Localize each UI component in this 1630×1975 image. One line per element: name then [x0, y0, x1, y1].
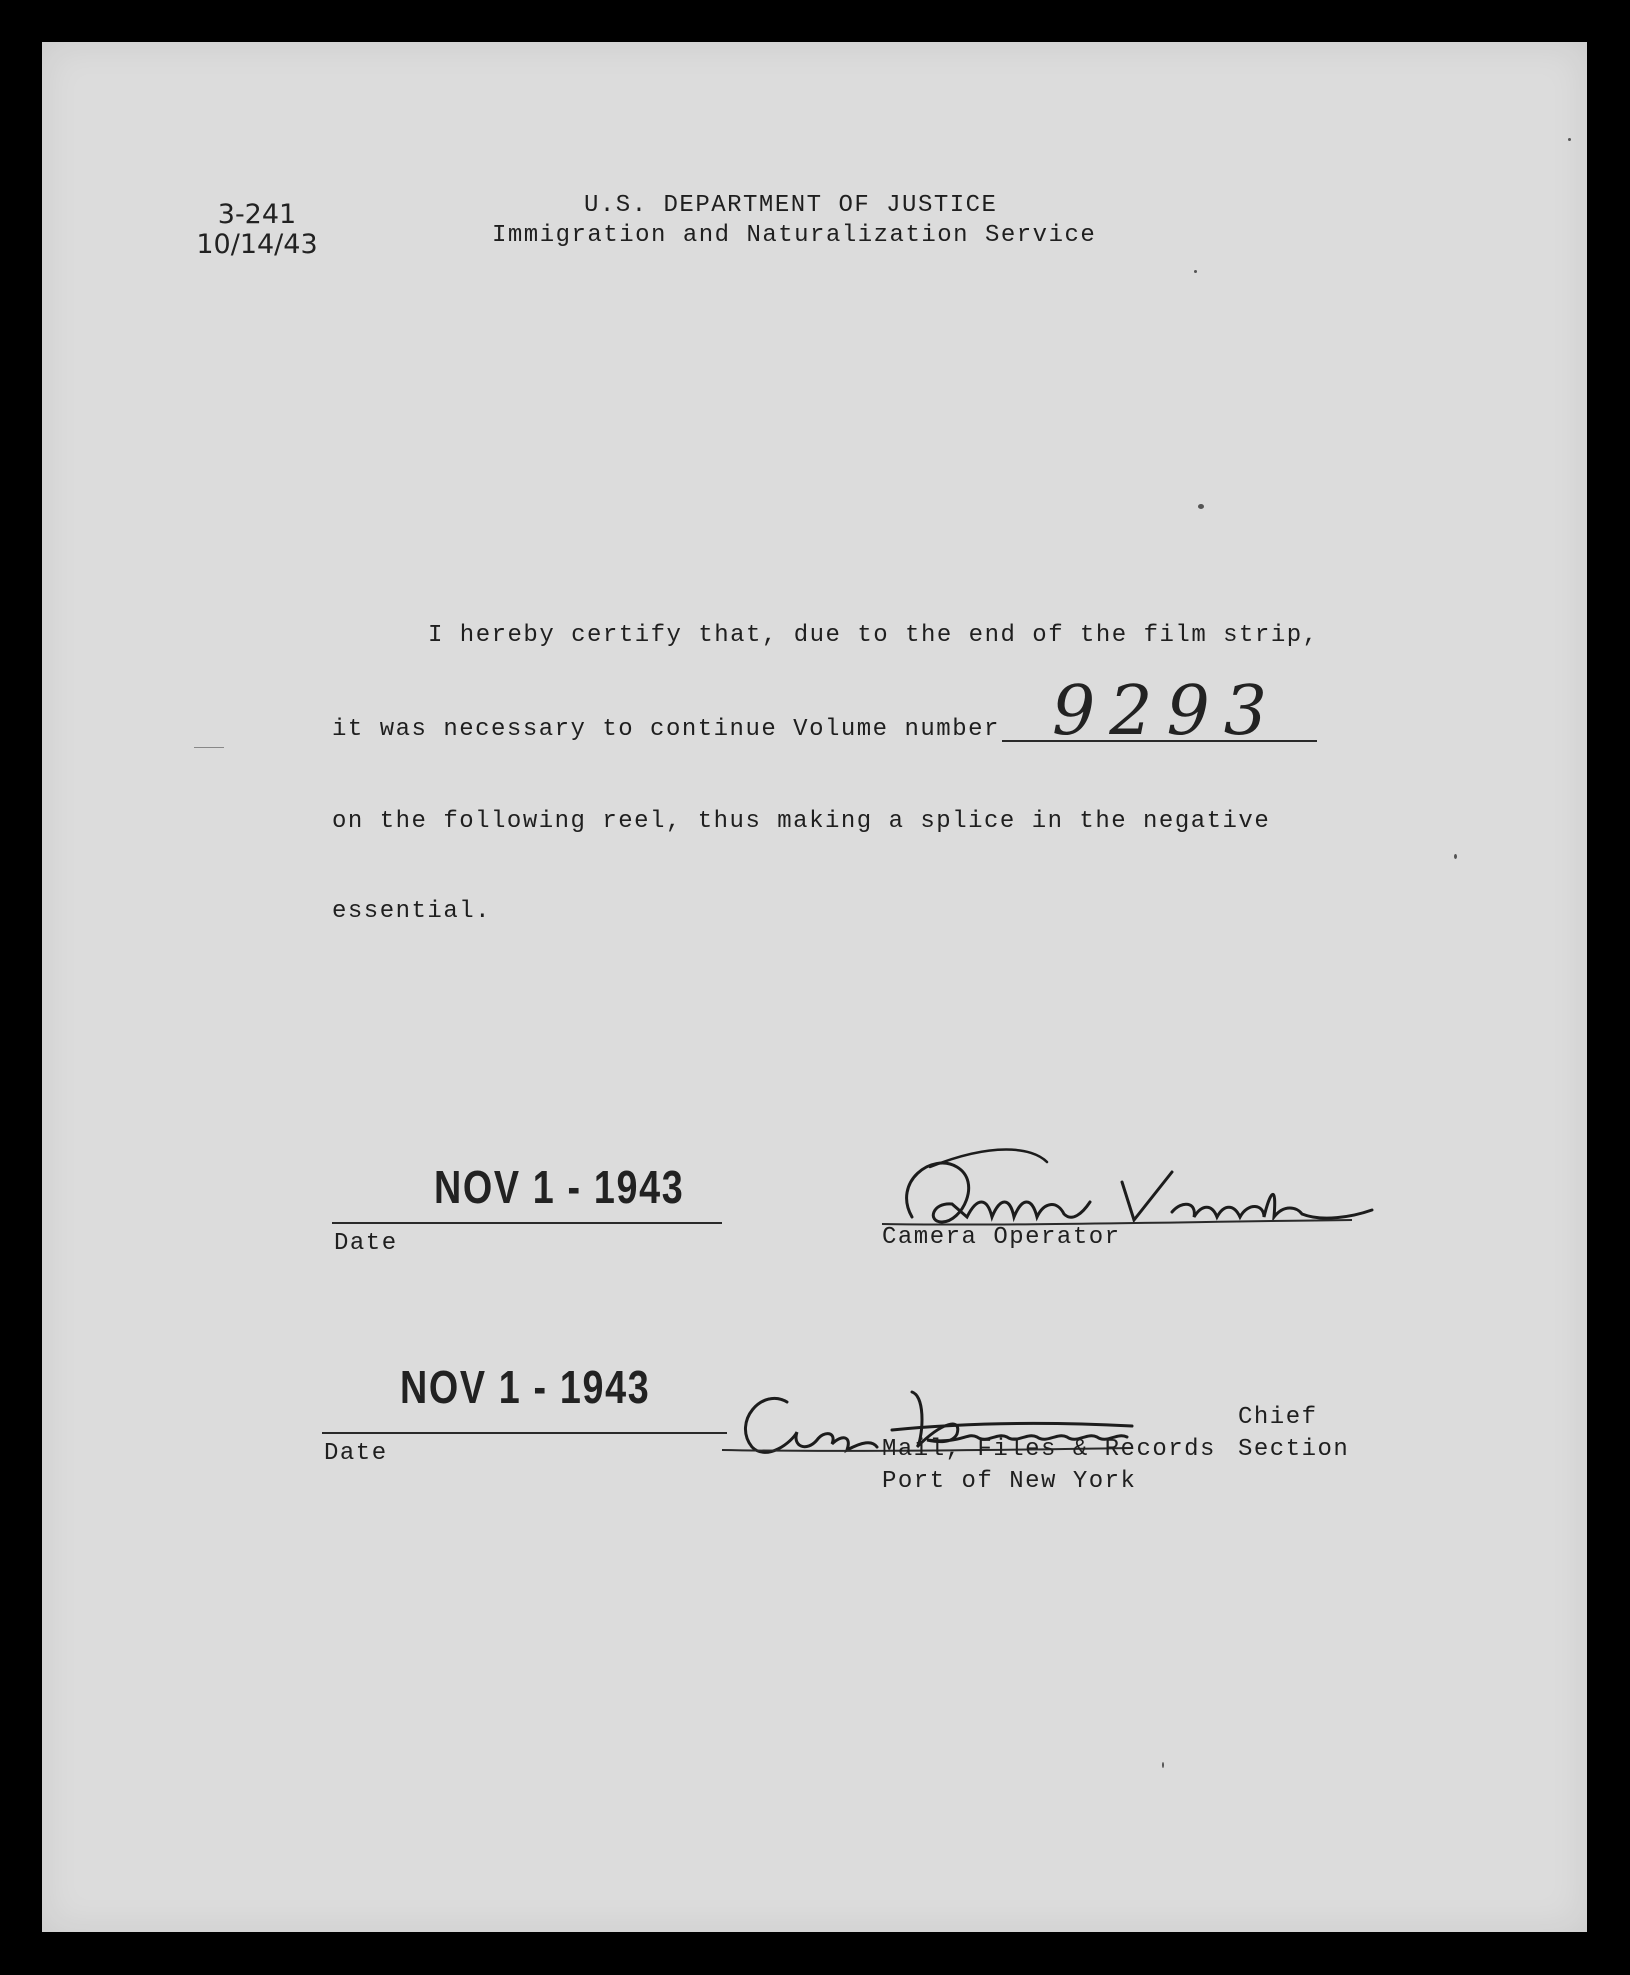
volume-number: 9293	[1052, 672, 1282, 751]
mail-files-records-label: Mail, Files & Records	[882, 1436, 1216, 1463]
camera-operator-date-line	[332, 1222, 722, 1224]
chief-label: Chief	[1238, 1404, 1318, 1431]
certification-line-1: I hereby certify that, due to the end of the film strip,	[428, 622, 1319, 649]
certification-line-3: on the following reel, thus making a splice in the negative	[332, 808, 1271, 835]
form-date: 10/14/43	[196, 229, 318, 260]
scan-speck	[1194, 270, 1197, 273]
camera-operator-date-label: Date	[334, 1230, 398, 1257]
scan-mark	[194, 747, 224, 748]
scan-speck	[1198, 504, 1204, 509]
form-number: 3-241	[217, 199, 297, 230]
form-code	[192, 200, 322, 260]
service-heading: Immigration and Naturalization Service	[492, 222, 1097, 249]
camera-operator-label: Camera Operator	[882, 1224, 1121, 1251]
department-heading: U.S. DEPARTMENT OF JUSTICE	[584, 192, 998, 219]
camera-operator-date-stamp: NOV 1 - 1943	[434, 1161, 685, 1213]
chief-date-line	[322, 1432, 727, 1434]
scan-speck	[1162, 1762, 1164, 1768]
document-page	[42, 42, 1587, 1932]
port-of-new-york-label: Port of New York	[882, 1468, 1137, 1495]
chief-date-stamp: NOV 1 - 1943	[400, 1361, 651, 1413]
certification-line-2: it was necessary to continue Volume number	[332, 716, 1000, 743]
section-label: Section	[1238, 1436, 1350, 1463]
certification-line-4: essential.	[332, 898, 492, 925]
scan-speck	[1454, 854, 1457, 859]
scan-speck	[1568, 138, 1571, 141]
chief-date-label: Date	[324, 1440, 388, 1467]
